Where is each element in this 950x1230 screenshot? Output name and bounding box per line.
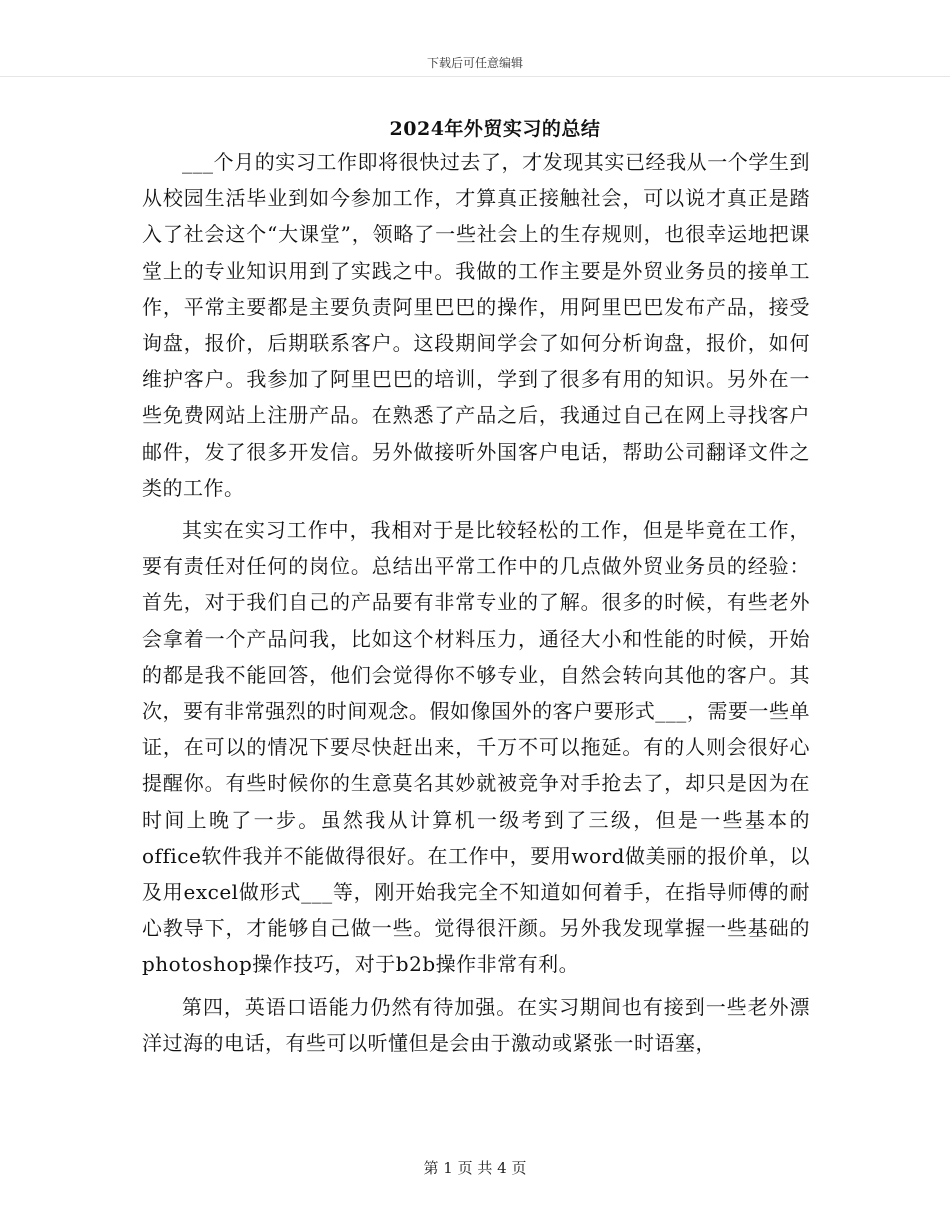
document-body bbox=[142, 144, 810, 1061]
paragraph-3: 第四，英语口语能力仍然有待加强。在实习期间也有接到一些老外漂洋过海的电话，有些可以听懂但是会由于激动或紧张一时语塞， bbox=[142, 994, 810, 1055]
header-divider bbox=[0, 76, 950, 77]
paragraph-2: 其实在实习工作中，我相对于是比较轻松的工作，但是毕竟在工作，要有责任对任何的岗位。总结出平常工作中的几点做外贸业务员的经验：首先，对于我们自己的产品要有非常专业的了解。很多的时候，有些老外会拿着一个产品问我，比如这个材料压力，通径大小和性能的时候，开始的都是我不能回答，他们会觉得你不够专业，自然会转向其他的客户。其次，要有非常强烈的时间观念。假如像国外的客户要形式___，需要一些单证，在可以的情况下要尽快赶出来，千万不可以拖延。有的人则会很好心提醒你。有些时候你的生意莫名其妙就被竞争对手抢去了，却只是因为在时间上晚了一步。虽然我从计算机一级考到了三级，但是一些基本的office软件我并不能做得很好。在工作中，要用word做美丽的报价单，以及用excel做形式___等，刚开始我完全不知道如何着手，在指导师傅的耐心教导下，才能够自己做一些。觉得很汗颜。另外我发现掌握一些基础的photoshop操作技巧，对于b2b操作非常有利。 bbox=[142, 518, 810, 977]
page-header-note: 下载后可任意编辑 bbox=[426, 56, 523, 70]
document-title: 2024年外贸实习的总结 bbox=[389, 118, 601, 140]
page-number: 第 1 页 共 4 页 bbox=[423, 1159, 527, 1177]
paragraph-1: ___个月的实习工作即将很快过去了，才发现其实已经我从一个学生到从校园生活毕业到如今参加工作，才算真正接触社会，可以说才真正是踏入了社会这个“大课堂”，领略了一些社会上的生存规则，也很幸运地把课堂上的专业知识用到了实践之中。我做的工作主要是外贸业务员的接单工作，平常主要都是主要负责阿里巴巴的操作，用阿里巴巴发布产品，接受询盘，报价，后期联系客户。这段期间学会了如何分析询盘，报价，如何维护客户。我参加了阿里巴巴的培训，学到了很多有用的知识。另外在一些免费网站上注册产品。在熟悉了产品之后，我通过自己在网上寻找客户邮件，发了很多开发信。另外做接听外国客户电话，帮助公司翻译文件之类的工作。 bbox=[142, 150, 810, 500]
